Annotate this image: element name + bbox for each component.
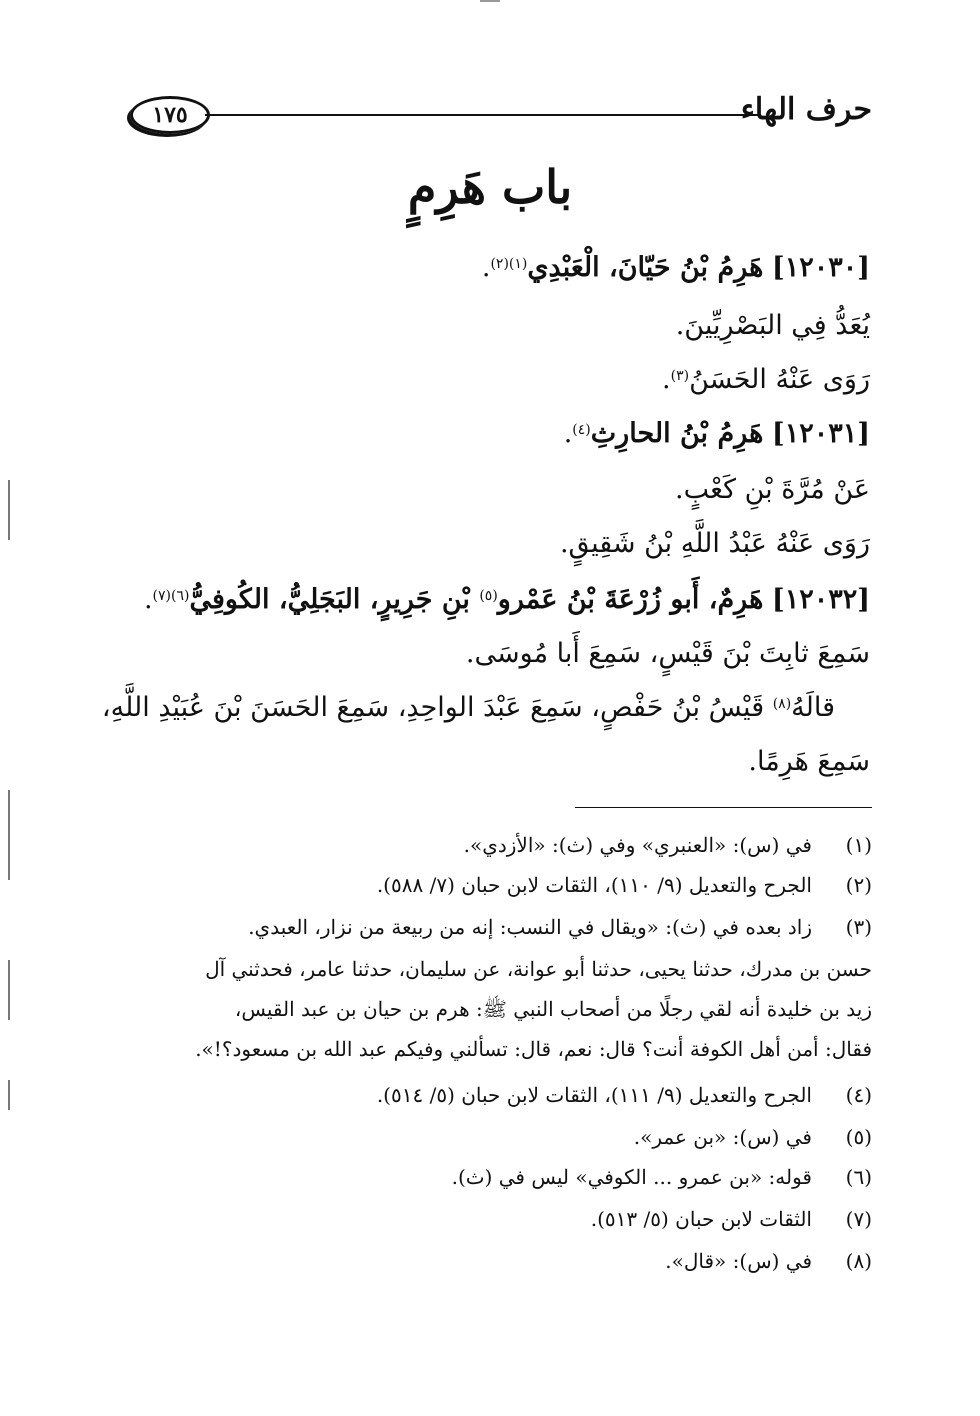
footnote-number: (٨): [845, 1249, 872, 1273]
entry-name: بْنِ جَرِيرٍ، البَجَلِيُّ، الكُوفِيُّ: [189, 584, 480, 615]
text-segment: رَوَى عَنْهُ الحَسَنُ: [689, 364, 870, 395]
footnote-number: (٥): [845, 1125, 872, 1149]
footnote-continuation: زيد بن خليدة أنه لقي رجلًا من أصحاب النبي ﷺ: هرم بن حيان بن عبد القيس،: [234, 997, 872, 1021]
footnote-text: في (س): «بن عمر».: [633, 1125, 812, 1149]
scan-artifact: [8, 480, 10, 540]
entry-number: [١٢٠٣١]: [771, 418, 870, 449]
entry-end: .: [143, 584, 153, 615]
entry-name: هَرِمُ بْنُ الحارِثِ: [590, 418, 764, 449]
footnote-number: (١): [845, 833, 872, 857]
entry-name: هَرِمٌ، أَبو زُرْعَةَ بْنُ عَمْرو: [497, 584, 764, 615]
footnote: [377, 870, 872, 900]
footnote-text: الثقات لابن حبان (٥/ ٥١٣).: [590, 1207, 812, 1231]
text-line: سَمِعَ هَرِمًا.: [748, 746, 870, 777]
footnote-number: (٤): [845, 1083, 872, 1107]
text-line: يُعَدُّ فِي البَصْرِيِّينَ.: [675, 310, 870, 341]
footnote: [634, 1122, 872, 1152]
entry-end: .: [481, 252, 491, 283]
footnote-number: (٣): [845, 915, 872, 939]
footnote-number: (٦): [845, 1165, 872, 1189]
scan-artifact: [8, 960, 10, 1020]
footnote-ref: (٥): [479, 588, 498, 604]
footnote-ref: (١)(٢): [490, 256, 528, 272]
page-number: ١٧٥: [130, 96, 210, 134]
text-line: [102, 688, 835, 728]
footnote: [452, 1162, 872, 1192]
text-line: سَمِعَ ثابِتَ بْنَ قَيْسٍ، سَمِعَ أَبا مُوسَى.: [465, 638, 870, 669]
text-segment: .: [662, 364, 671, 395]
footnote-text: قوله: «بن عمرو ... الكوفي» ليس في (ث).: [451, 1165, 812, 1189]
header-rule: [205, 114, 760, 116]
footnote-text: في (س): «العنبري» وفي (ث): «الأزدي».: [463, 833, 812, 857]
footnote-number: (٢): [845, 873, 872, 897]
text-line: [662, 360, 870, 400]
text-segment: قَيْسُ بْنُ حَفْصٍ، سَمِعَ عَبْدَ الواحِدِ، سَمِعَ الحَسَنَ بْنَ عُبَيْدِ اللَّهِ،: [101, 692, 773, 723]
entry-end: .: [563, 418, 573, 449]
entry-number: [١٢٠٣٠]: [771, 252, 870, 283]
scan-mark: [480, 0, 500, 2]
text-line: عَنْ مُرَّةَ بْنِ كَعْبٍ.: [675, 474, 870, 505]
footnote-ref: (٨): [772, 696, 792, 712]
scan-artifact: [8, 790, 10, 880]
footnote-text: الجرح والتعديل (٩/ ١١٠)، الثقات لابن حبان (٧/ ٥٨٨).: [376, 873, 812, 897]
entry-heading: [144, 580, 870, 620]
footnote: [591, 1204, 872, 1234]
footnote-ref: (٤): [572, 422, 591, 438]
footnote-text: في (س): «قال».: [665, 1249, 812, 1273]
footnote-continuation: حسن بن مدرك، حدثنا يحيى، حدثنا أبو عوانة، عن سليمان، حدثنا عامر، فحدثني آل: [205, 957, 872, 981]
footnote-separator: [575, 807, 872, 808]
scan-artifact: [8, 1080, 10, 1110]
footnote-continuation: فقال: أمن أهل الكوفة أنت؟ قال: نعم، قال: تسألني وفيكم عبد الله بن مسعود؟!».: [195, 1037, 872, 1061]
entry-name: هَرِمُ بْنُ حَيّانَ، الْعَبْدِي: [527, 252, 764, 283]
text-segment: قالَهُ: [791, 692, 835, 723]
footnote: [377, 1080, 872, 1110]
entry-heading: [564, 414, 870, 454]
footnote-number: (٧): [845, 1207, 872, 1231]
text-line: رَوَى عَنْهُ عَبْدُ اللَّهِ بْنُ شَقِيقٍ.: [559, 528, 870, 559]
entry-number: [١٢٠٣٢]: [771, 584, 870, 615]
footnote: [665, 1246, 872, 1276]
chapter-title: باب هَرِمٍ: [407, 160, 573, 214]
footnote: [248, 912, 872, 942]
footnote-ref: (٦)(٧): [152, 588, 190, 604]
footnote-ref: (٣): [670, 368, 690, 384]
footnote: [464, 830, 872, 860]
entry-heading: [482, 248, 870, 288]
footnote-text: الجرح والتعديل (٩/ ١١١)، الثقات لابن حبان (٥/ ٥١٤).: [376, 1083, 812, 1107]
footnote-text: زاد بعده في (ث): «ويقال في النسب: إنه من ربيعة من نزار، العبدي.: [248, 915, 812, 939]
section-title: حرف الهاء: [740, 92, 872, 127]
